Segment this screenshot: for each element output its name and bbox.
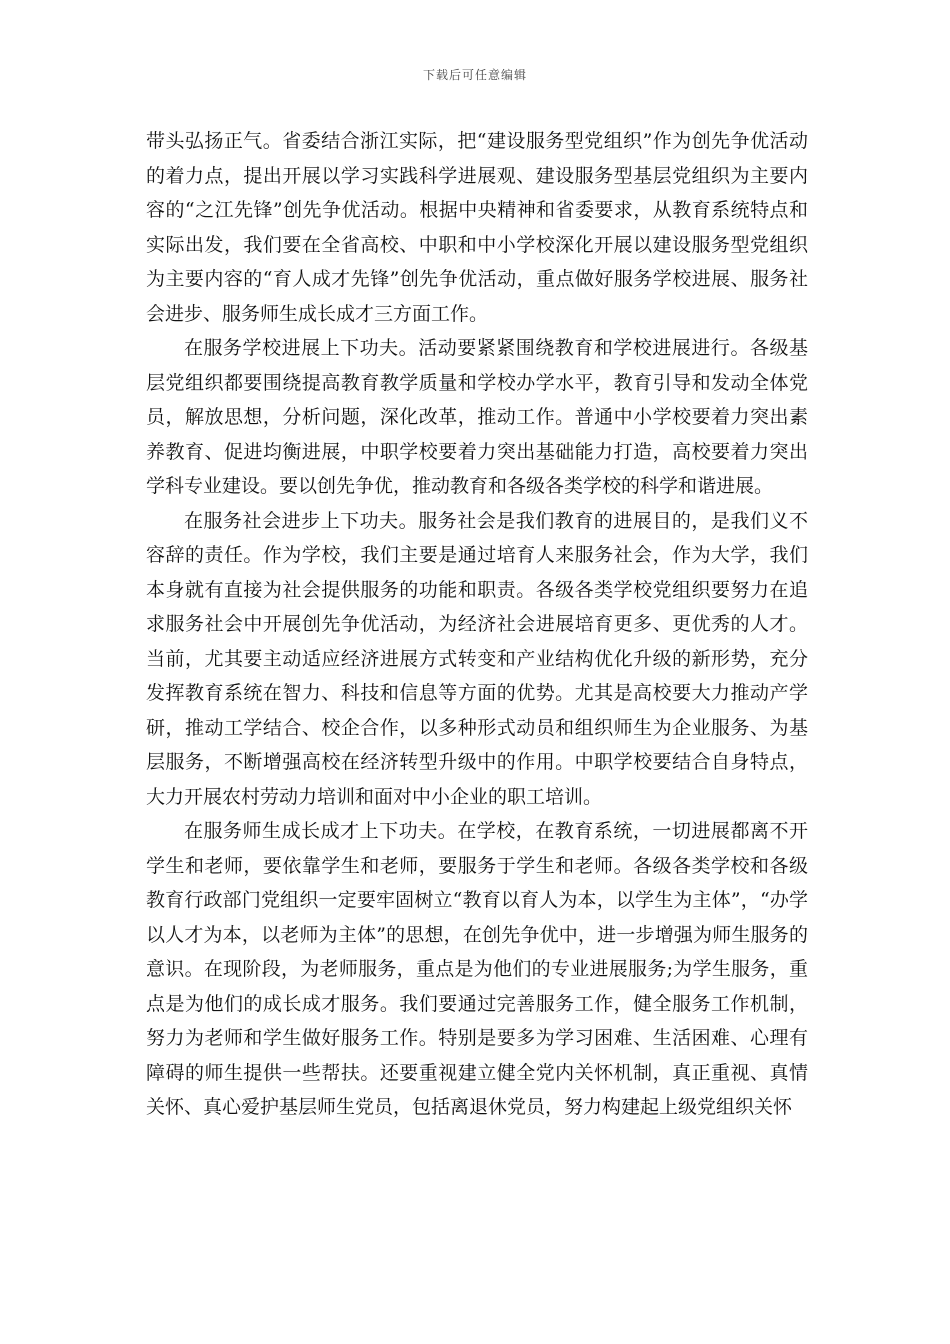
paragraph-serve-society: 在服务社会进步上下功夫。服务社会是我们教育的进展目的，是我们义不容辞的责任。作为学校，我们主要是通过培育人来服务社会，作为大学，我们本身就有直接为社会提供服务的功能和职责。各级各类学校党组织要努力在追求服务社会中开展创先争优活动，为经济社会进展培育更多、更优秀的人才。当前，尤其要主动适应经济进展方式转变和产业结构优化升级的新形势，充分发挥教育系统在智力、科技和信息等方面的优势。尤其是高校要大力推动产学研，推动工学结合、校企合作，以多种形式动员和组织师生为企业服务、为基层服务，不断增强高校在经济转型升级中的作用。中职学校要结合自身特点，大力开展农村劳动力培训和面对中小企业的职工培训。 bbox=[146, 509, 808, 808]
paragraph-serve-teachers-students: 在服务师生成长成才上下功夫。在学校，在教育系统，一切进展都离不开学生和老师，要依靠学生和老师，要服务于学生和老师。各级各类学校和各级教育行政部门党组织一定要牢固树立“教育以育人为本，以学生为主体”，“办学以人才为本，以老师为主体”的思想，在创先争优中，进一步增强为师生服务的意识。在现阶段，为老师服务，重点是为他们的专业进展服务;为学生服务，重点是为他们的成长成才服务。我们要通过完善服务工作，健全服务工作机制，努力为老师和学生做好服务工作。特别是要多为学习困难、生活困难、心理有障碍的师生提供一些帮扶。还要重视建立健全党内关怀机制，真正重视、真情关怀、真心爱护基层师生党员，包括离退休党员，努力构建起上级党组织关怀 bbox=[146, 820, 808, 1118]
page-header: 下载后可任意编辑 bbox=[422, 68, 527, 82]
paragraph-continuation: 带头弘扬正气。省委结合浙江实际，把“建设服务型党组织”作为创先争优活动的着力点，提出开展以学习实践科学进展观、建设服务型基层党组织为主要内容的“之江先锋”创先争优活动。根据中央精神和省委要求，从教育系统特点和实际出发，我们要在全省高校、中职和中小学校深化开展以建设服务型党组织为主要内容的“育人成才先锋”创先争优活动，重点做好服务学校进展、服务社会进步、服务师生成长成才三方面工作。 bbox=[146, 130, 808, 325]
paragraph-serve-school: 在服务学校进展上下功夫。活动要紧紧围绕教育和学校进展进行。各级基层党组织都要围绕提高教育教学质量和学校办学水平，教育引导和发动全体党员，解放思想，分析问题，深化改革，推动工作。普通中小学校要着力突出素养教育、促进均衡进展，中职学校要着力突出基础能力打造，高校要着力突出学科专业建设。要以创先争优，推动教育和各级各类学校的科学和谐进展。 bbox=[146, 337, 808, 497]
document-body bbox=[146, 124, 808, 1125]
